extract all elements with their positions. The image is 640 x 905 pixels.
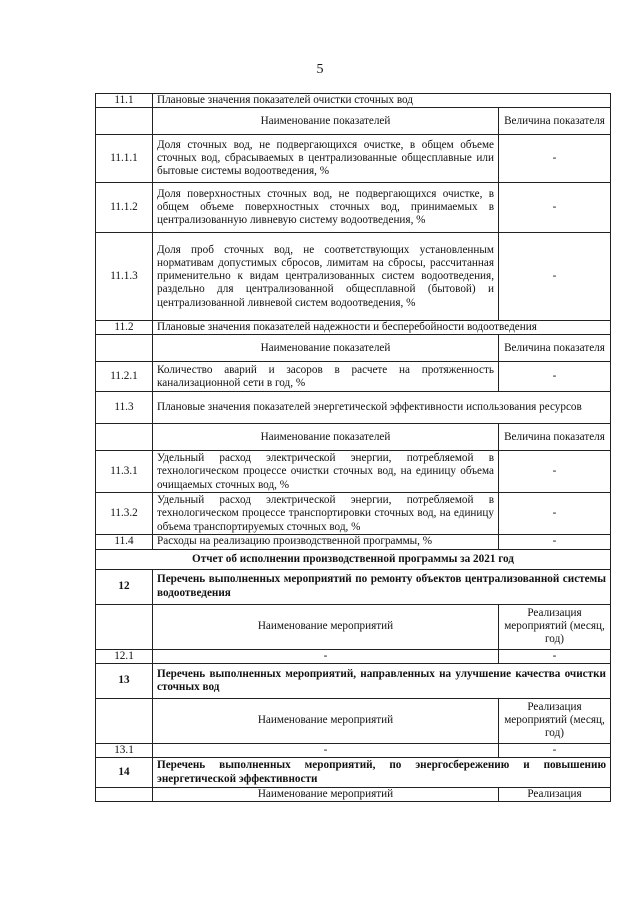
empty-cell	[96, 604, 153, 649]
report-title: Отчет об исполнении производственной программы за 2021 год	[96, 549, 611, 569]
page-number: 5	[316, 62, 324, 77]
row-number: 11.1.2	[96, 183, 153, 233]
row-number: 12.1	[96, 649, 153, 663]
table-row	[96, 788, 611, 802]
section-title: Плановые значения показателей энергетической эффективности использования ресурсов	[153, 392, 611, 424]
column-header-value: Реализация мероприятий (месяц, год)	[499, 604, 611, 649]
column-header-value: Величина показателя	[499, 424, 611, 451]
row-number: 13.1	[96, 743, 153, 757]
table-row	[96, 335, 611, 362]
table-row	[96, 604, 611, 649]
indicator-value: -	[499, 362, 611, 392]
indicator-name: Доля поверхностных сточных вод, не подвергающихся очистке, в общем объеме поверхностных сточных вод, принимаемых в централизованную ливневую систему водоотведения, %	[153, 183, 499, 233]
table-row	[96, 743, 611, 757]
row-number: 11.1	[96, 94, 153, 108]
table-row	[96, 549, 611, 569]
column-header-value: Величина показателя	[499, 335, 611, 362]
column-header-value: Величина показателя	[499, 108, 611, 135]
table-row	[96, 649, 611, 663]
table-row	[96, 392, 611, 424]
row-number: 11.1.1	[96, 135, 153, 183]
column-header-name: Наименование мероприятий	[153, 788, 499, 802]
empty-cell	[96, 108, 153, 135]
table-row	[96, 451, 611, 493]
section-title: Перечень выполненных мероприятий, направленных на улучшение качества очистки сточных вод	[153, 663, 611, 698]
activity-date: -	[499, 743, 611, 757]
column-header-name: Наименование показателей	[153, 424, 499, 451]
table-row	[96, 108, 611, 135]
row-number: 11.4	[96, 535, 153, 549]
empty-cell	[96, 424, 153, 451]
table-row	[96, 321, 611, 335]
indicator-name: Расходы на реализацию производственной программы, %	[153, 535, 499, 549]
activity-name: -	[153, 649, 499, 663]
table-row	[96, 569, 611, 604]
activity-date: -	[499, 649, 611, 663]
table-row	[96, 698, 611, 743]
section-title: Перечень выполненных мероприятий по ремонту объектов централизованной системы водоотведения	[153, 569, 611, 604]
indicator-name: Доля сточных вод, не подвергающихся очистке, в общем объеме сточных вод, сбрасываемых в централизованные общесплавные или бытовые системы водоотведения, %	[153, 135, 499, 183]
activity-name: -	[153, 743, 499, 757]
column-header-value: Реализация мероприятий (месяц, год)	[499, 698, 611, 743]
row-number: 11.3	[96, 392, 153, 424]
row-number: 11.3.2	[96, 493, 153, 535]
column-header-name: Наименование мероприятий	[153, 604, 499, 649]
table-row	[96, 94, 611, 108]
column-header-name: Наименование показателей	[153, 108, 499, 135]
indicator-name: Удельный расход электрической энергии, потребляемой в технологическом процессе очистки сточных вод, на единицу объема очищаемых сточных вод, %	[153, 451, 499, 493]
row-number: 11.2	[96, 321, 153, 335]
indicators-table	[95, 93, 611, 802]
row-number: 11.1.3	[96, 233, 153, 321]
indicator-value: -	[499, 493, 611, 535]
table-row	[96, 663, 611, 698]
table-row	[96, 493, 611, 535]
empty-cell	[96, 335, 153, 362]
row-number: 12	[96, 569, 153, 604]
empty-cell	[96, 788, 153, 802]
table-row	[96, 183, 611, 233]
row-number: 11.3.1	[96, 451, 153, 493]
section-title: Плановые значения показателей надежности и бесперебойности водоотведения	[153, 321, 611, 335]
column-header-name: Наименование показателей	[153, 335, 499, 362]
table-row	[96, 535, 611, 549]
section-title: Перечень выполненных мероприятий, по энергосбережению и повышению энергетической эффективности	[153, 758, 611, 788]
row-number: 11.2.1	[96, 362, 153, 392]
indicator-value: -	[499, 183, 611, 233]
table-row	[96, 362, 611, 392]
table-row	[96, 233, 611, 321]
indicator-name: Количество аварий и засоров в расчете на протяженность канализационной сети в год, %	[153, 362, 499, 392]
section-title: Плановые значения показателей очистки сточных вод	[153, 94, 611, 108]
column-header-name: Наименование мероприятий	[153, 698, 499, 743]
row-number: 14	[96, 758, 153, 788]
table-row	[96, 135, 611, 183]
indicator-value: -	[499, 135, 611, 183]
indicator-name: Удельный расход электрической энергии, потребляемой в технологическом процессе транспортировки сточных вод, на единицу объема транспортируемых сточных вод, %	[153, 493, 499, 535]
row-number: 13	[96, 663, 153, 698]
column-header-value: Реализация	[499, 788, 611, 802]
indicator-value: -	[499, 535, 611, 549]
table-row	[96, 424, 611, 451]
indicator-value: -	[499, 233, 611, 321]
empty-cell	[96, 698, 153, 743]
indicator-value: -	[499, 451, 611, 493]
indicator-name: Доля проб сточных вод, не соответствующих установленным нормативам допустимых сбросов, лимитам на сбросы, рассчитанная применительно к видам централизованных систем водоотведения, раздельно для централизованной общесплавной (бытовой) и централизованной ливневой систем водоотведения, %	[153, 233, 499, 321]
table-row	[96, 758, 611, 788]
